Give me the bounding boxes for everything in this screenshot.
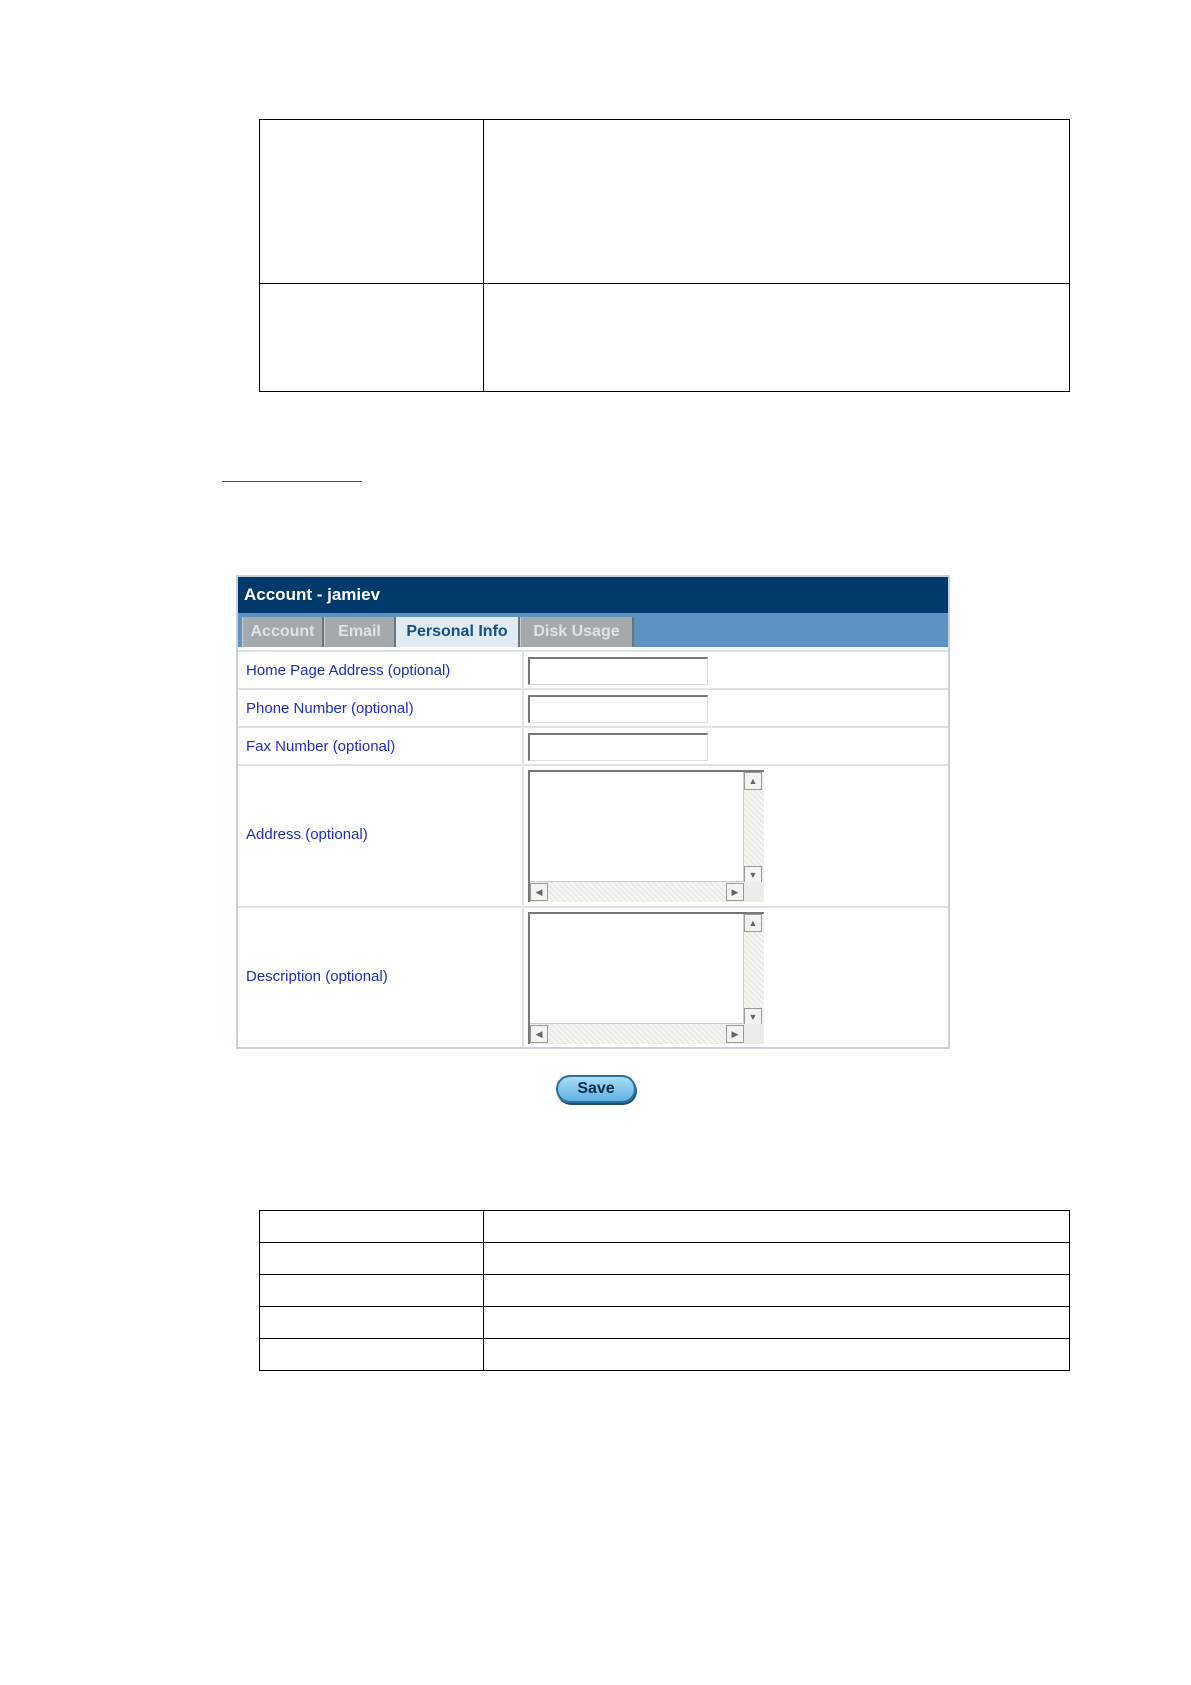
description-label: Description (optional) [246,968,388,985]
scroll-left-icon[interactable]: ◀ [530,883,548,901]
bottom-doc-table [259,1210,1070,1371]
fax-row [238,726,948,764]
hyperlink-underline[interactable] [222,481,362,482]
fax-input[interactable] [528,733,708,761]
resize-corner [744,882,764,902]
phone-label: Phone Number (optional) [246,700,414,717]
horizontal-scrollbar[interactable] [530,881,744,902]
doc-cell [484,1307,1070,1339]
doc-cell [260,1275,484,1307]
phone-input[interactable] [528,695,708,723]
scroll-down-icon[interactable]: ▼ [744,866,762,884]
scroll-up-icon[interactable]: ▲ [744,914,762,932]
address-row [238,764,948,906]
home-page-label: Home Page Address (optional) [246,662,451,679]
doc-cell [260,284,484,392]
home-page-row [238,650,948,688]
save-button[interactable]: Save [556,1075,636,1103]
tab-personal-info[interactable]: Personal Info [396,617,520,647]
fax-label: Fax Number (optional) [246,738,396,755]
account-panel [236,575,950,1049]
top-doc-table [259,119,1070,392]
address-label: Address (optional) [246,826,368,843]
address-textarea[interactable] [528,770,764,902]
doc-cell [260,1339,484,1371]
tab-disk-usage[interactable]: Disk Usage [520,617,634,647]
phone-row [238,688,948,726]
scroll-up-icon[interactable]: ▲ [744,772,762,790]
description-row [238,906,948,1047]
home-page-input[interactable] [528,657,708,685]
doc-cell [260,120,484,284]
tab-email[interactable]: Email [324,617,396,647]
scroll-right-icon[interactable]: ▶ [726,1025,744,1043]
doc-cell [484,284,1070,392]
doc-cell [260,1307,484,1339]
vertical-scrollbar[interactable] [743,914,764,1026]
doc-cell [484,1275,1070,1307]
doc-cell [484,1339,1070,1371]
doc-cell [484,1243,1070,1275]
scroll-left-icon[interactable]: ◀ [530,1025,548,1043]
tab-account[interactable]: Account [242,617,324,647]
description-textarea[interactable] [528,912,764,1044]
doc-cell [484,120,1070,284]
doc-cell [260,1243,484,1275]
scroll-down-icon[interactable]: ▼ [744,1008,762,1026]
doc-cell [484,1211,1070,1243]
scroll-right-icon[interactable]: ▶ [726,883,744,901]
horizontal-scrollbar[interactable] [530,1023,744,1044]
vertical-scrollbar[interactable] [743,772,764,884]
resize-corner [744,1024,764,1044]
panel-title: Account - jamiev [238,577,948,613]
tab-bar [238,613,948,647]
doc-cell [260,1211,484,1243]
